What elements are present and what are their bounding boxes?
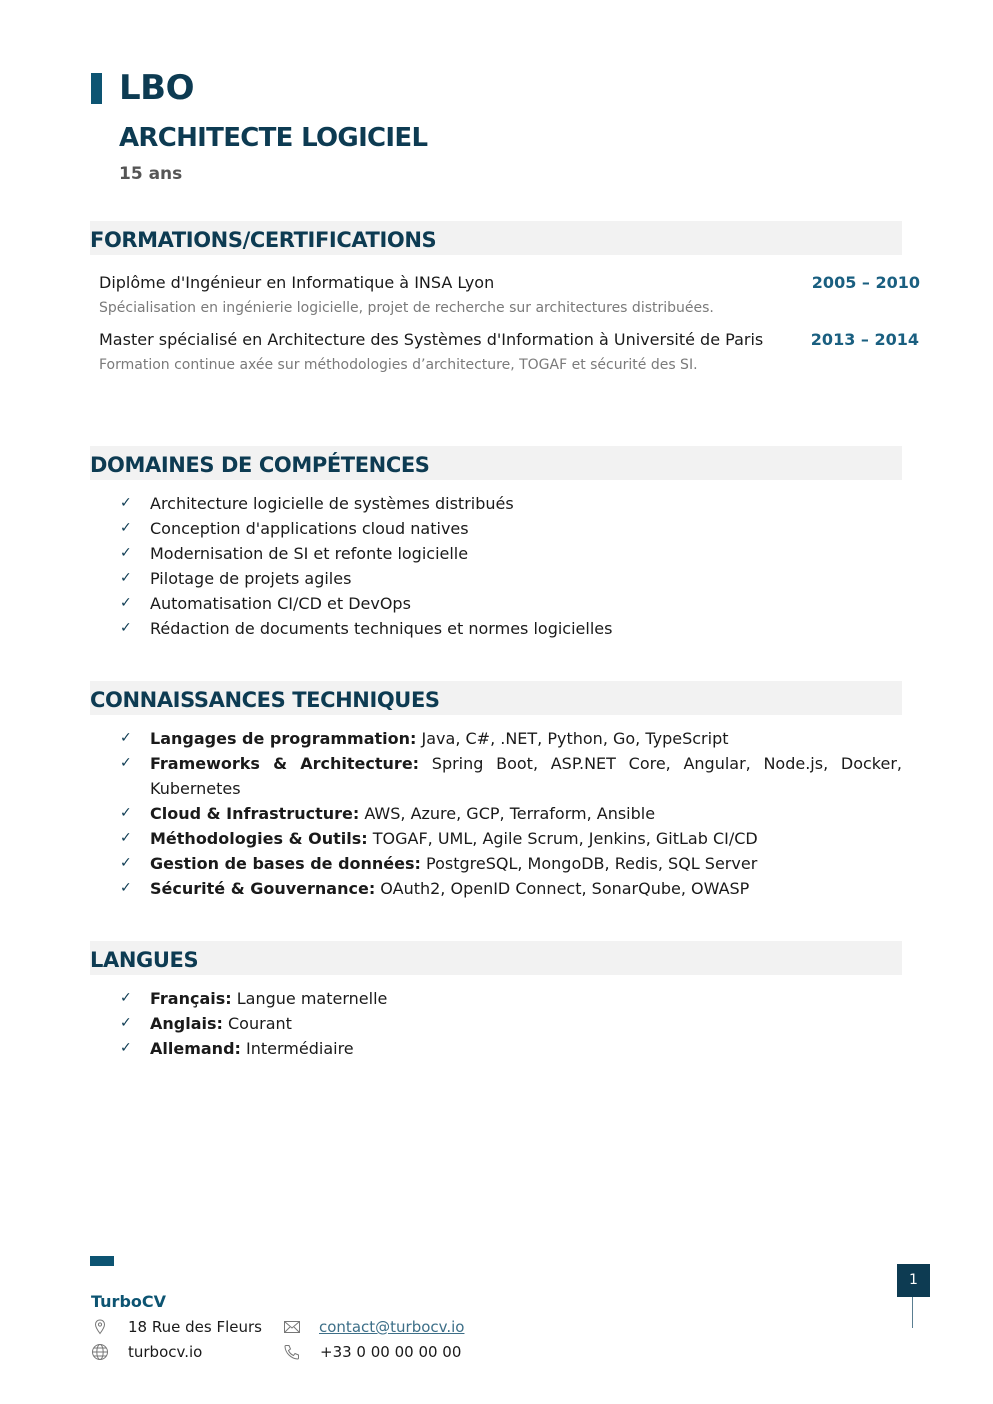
list-item — [120, 826, 902, 851]
education-dates: 2013 – 2014 — [810, 330, 919, 349]
section-header-competences — [90, 446, 902, 480]
skill-values: OAuth2, OpenID Connect, SonarQube, OWASP — [375, 879, 750, 898]
competence-text: Automatisation CI/CD et DevOps — [150, 594, 411, 613]
job-title: ARCHITECTE LOGICIEL — [119, 123, 428, 153]
list-item — [120, 491, 902, 516]
list-item — [120, 726, 902, 751]
language-name: Allemand: — [150, 1039, 241, 1058]
page-number-line — [912, 1297, 913, 1328]
check-icon: ✓ — [120, 520, 132, 536]
check-icon: ✓ — [120, 570, 132, 586]
education-dates: 2005 – 2010 — [811, 273, 920, 292]
list-item — [120, 986, 902, 1011]
education-title: Diplôme d'Ingénieur en Informatique à INSA Lyon — [99, 273, 495, 292]
competence-text: Rédaction de documents techniques et normes logicielles — [150, 619, 613, 638]
candidate-name: LBO — [119, 68, 194, 108]
skill-values: PostgreSQL, MongoDB, Redis, SQL Server — [420, 854, 758, 873]
section-title: FORMATIONS/CERTIFICATIONS — [90, 228, 437, 252]
website-text: turbocv.io — [128, 1343, 203, 1361]
experience-years: 15 ans — [119, 164, 183, 184]
language-level: Courant — [222, 1014, 292, 1033]
check-icon: ✓ — [120, 880, 132, 896]
check-icon: ✓ — [120, 1040, 132, 1056]
section-title: DOMAINES DE COMPÉTENCES — [90, 453, 430, 477]
list-item — [120, 591, 902, 616]
phone-text: +33 0 00 00 00 00 — [320, 1343, 462, 1361]
check-icon: ✓ — [120, 595, 132, 611]
section-header-langues — [90, 941, 902, 975]
section-title: CONNAISSANCES TECHNIQUES — [90, 688, 440, 712]
education-item — [99, 270, 920, 319]
language-name: Anglais: — [150, 1014, 223, 1033]
competence-text: Architecture logicielle de systèmes distribués — [150, 494, 514, 513]
section-header-formations — [90, 221, 902, 255]
skill-values: Java, C#, .NET, Python, Go, TypeScript — [416, 729, 729, 748]
language-level: Langue maternelle — [231, 989, 388, 1008]
list-item — [120, 541, 902, 566]
list-item — [120, 851, 902, 876]
skill-category: Méthodologies & Outils: — [150, 829, 368, 848]
education-description: Formation continue axée sur méthodologies d’architecture, TOGAF et sécurité des SI. — [99, 357, 698, 373]
skill-category: Frameworks & Architecture: — [150, 754, 420, 773]
competence-text: Conception d'applications cloud natives — [150, 519, 469, 538]
page-number: 1 — [897, 1264, 930, 1297]
competence-text: Modernisation de SI et refonte logicielle — [150, 544, 469, 563]
technical-skills-list — [120, 726, 902, 901]
list-item — [120, 566, 902, 591]
name-accent-bar — [91, 73, 102, 104]
footer-brand: TurboCV — [91, 1292, 167, 1311]
check-icon: ✓ — [120, 990, 132, 1006]
skill-values: Spring Boot, ASP.NET Core, Angular, Node.js, Docker, Kubernetes — [150, 754, 902, 798]
check-icon: ✓ — [120, 855, 132, 871]
list-item — [120, 616, 902, 641]
education-item — [99, 327, 920, 376]
address-text: 18 Rue des Fleurs — [128, 1318, 262, 1336]
competences-list — [120, 491, 902, 641]
section-title: LANGUES — [90, 948, 199, 972]
language-level: Intermédiaire — [240, 1039, 354, 1058]
skill-category: Sécurité & Gouvernance: — [150, 879, 376, 898]
check-icon: ✓ — [120, 620, 132, 636]
check-icon: ✓ — [120, 755, 132, 771]
check-icon: ✓ — [120, 730, 132, 746]
check-icon: ✓ — [120, 495, 132, 511]
skill-values: TOGAF, UML, Agile Scrum, Jenkins, GitLab CI/CD — [367, 829, 758, 848]
footer-accent-bar — [90, 1256, 114, 1266]
list-item — [120, 1036, 902, 1061]
competence-text: Pilotage de projets agiles — [150, 569, 352, 588]
list-item — [120, 801, 902, 826]
location-pin-icon — [91, 1318, 109, 1336]
skill-category: Gestion de bases de données: — [150, 854, 421, 873]
education-title: Master spécialisé en Architecture des Systèmes d'Information à Université de Paris — [99, 330, 764, 349]
check-icon: ✓ — [120, 805, 132, 821]
skill-category: Cloud & Infrastructure: — [150, 804, 360, 823]
list-item — [120, 516, 902, 541]
check-icon: ✓ — [120, 830, 132, 846]
list-item — [120, 751, 902, 801]
section-header-connaissances — [90, 681, 902, 715]
phone-icon — [283, 1343, 301, 1361]
education-description: Spécialisation en ingénierie logicielle, projet de recherche sur architectures distribuées. — [99, 300, 714, 316]
check-icon: ✓ — [120, 1015, 132, 1031]
language-name: Français: — [150, 989, 232, 1008]
check-icon: ✓ — [120, 545, 132, 561]
globe-icon — [91, 1343, 109, 1361]
languages-list — [120, 986, 902, 1061]
list-item — [120, 876, 902, 901]
envelope-icon — [283, 1318, 301, 1336]
skill-values: AWS, Azure, GCP, Terraform, Ansible — [359, 804, 656, 823]
email-link[interactable]: contact@turbocv.io — [319, 1318, 465, 1336]
skill-category: Langages de programmation: — [150, 729, 417, 748]
list-item — [120, 1011, 902, 1036]
